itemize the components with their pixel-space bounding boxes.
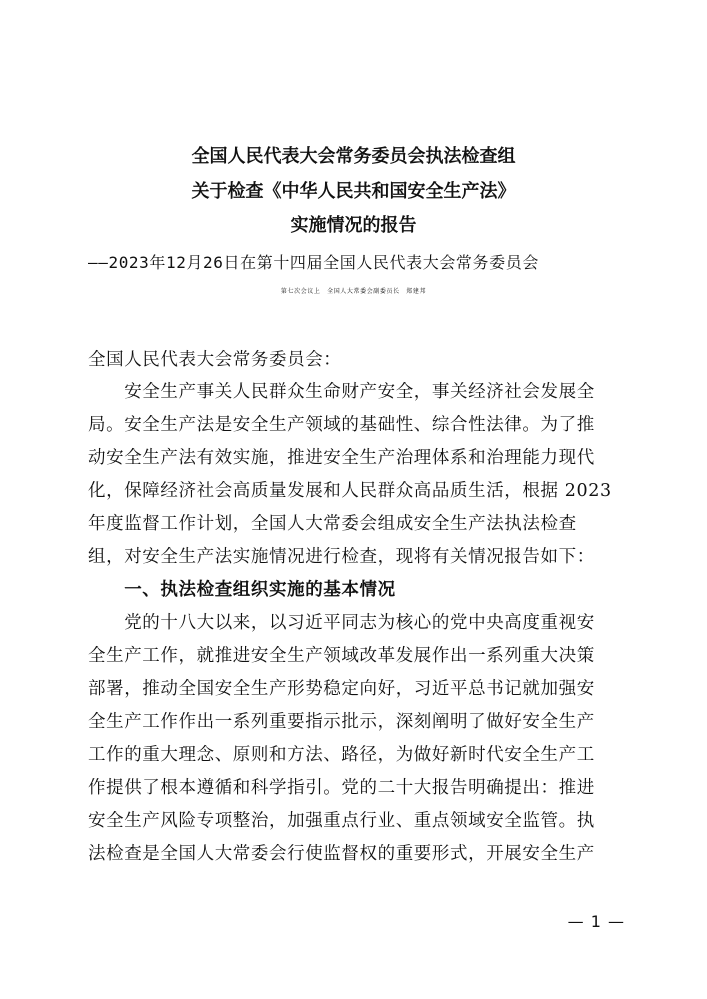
paragraph-1-line-6: 组，对安全生产法实施情况进行检查，现将有关情况报告如下：: [88, 547, 595, 567]
paragraph-2-line-5: 工作的重大理念、原则和方法、路径，为做好新时代安全生产工: [88, 745, 595, 765]
report-subtitle-line-1: ——2023年12月26日在第十四届全国人民代表大会常务委员会: [88, 253, 539, 272]
paragraph-2-line-1: 党的十八大以来，以习近平同志为核心的党中央高度重视安: [88, 613, 595, 633]
paragraph-2-line-7: 安全生产风险专项整治，加强重点行业、重点领域安全监管。执: [88, 811, 595, 831]
page-number: — 1 —: [567, 912, 625, 931]
report-subtitle-line-2: 第七次会议上 全国人大常委会副委员长 郑建邦: [280, 288, 427, 295]
paragraph-1-line-5: 年度监督工作计划，全国人大常委会组成安全生产法执法检查: [88, 514, 577, 534]
salutation: 全国人民代表大会常务委员会：: [88, 350, 342, 370]
report-title-line-3: 实施情况的报告: [290, 215, 417, 236]
paragraph-2-line-3: 部署，推动全国安全生产形势稳定向好，习近平总书记就加强安: [88, 679, 595, 699]
paragraph-1-line-2: 局。安全生产法是安全生产领域的基础性、综合性法律。为了推: [88, 415, 595, 435]
paragraph-2-line-8: 法检查是全国人大常委会行使监督权的重要形式，开展安全生产: [88, 844, 595, 864]
paragraph-1-line-4: 化，保障经济社会高质量发展和人民群众高品质生活，根据 2023: [88, 481, 612, 501]
report-title-line-1: 全国人民代表大会常务委员会执法检查组: [191, 146, 516, 167]
paragraph-2-line-6: 作提供了根本遵循和科学指引。党的二十大报告明确提出：推进: [88, 778, 595, 798]
report-title-line-2: 关于检查《中华人民共和国安全生产法》: [191, 181, 516, 202]
paragraph-2-line-2: 全生产工作，就推进安全生产领域改革发展作出一系列重大决策: [88, 646, 595, 666]
paragraph-2-line-4: 全生产工作作出一系列重要指示批示，深刻阐明了做好安全生产: [88, 712, 595, 732]
paragraph-1-line-3: 动安全生产法有效实施，推进安全生产治理体系和治理能力现代: [88, 448, 595, 468]
paragraph-1-line-1: 安全生产事关人民群众生命财产安全，事关经济社会发展全: [88, 382, 595, 402]
section-1-heading: 一、执法检查组织实施的基本情况: [88, 580, 396, 600]
